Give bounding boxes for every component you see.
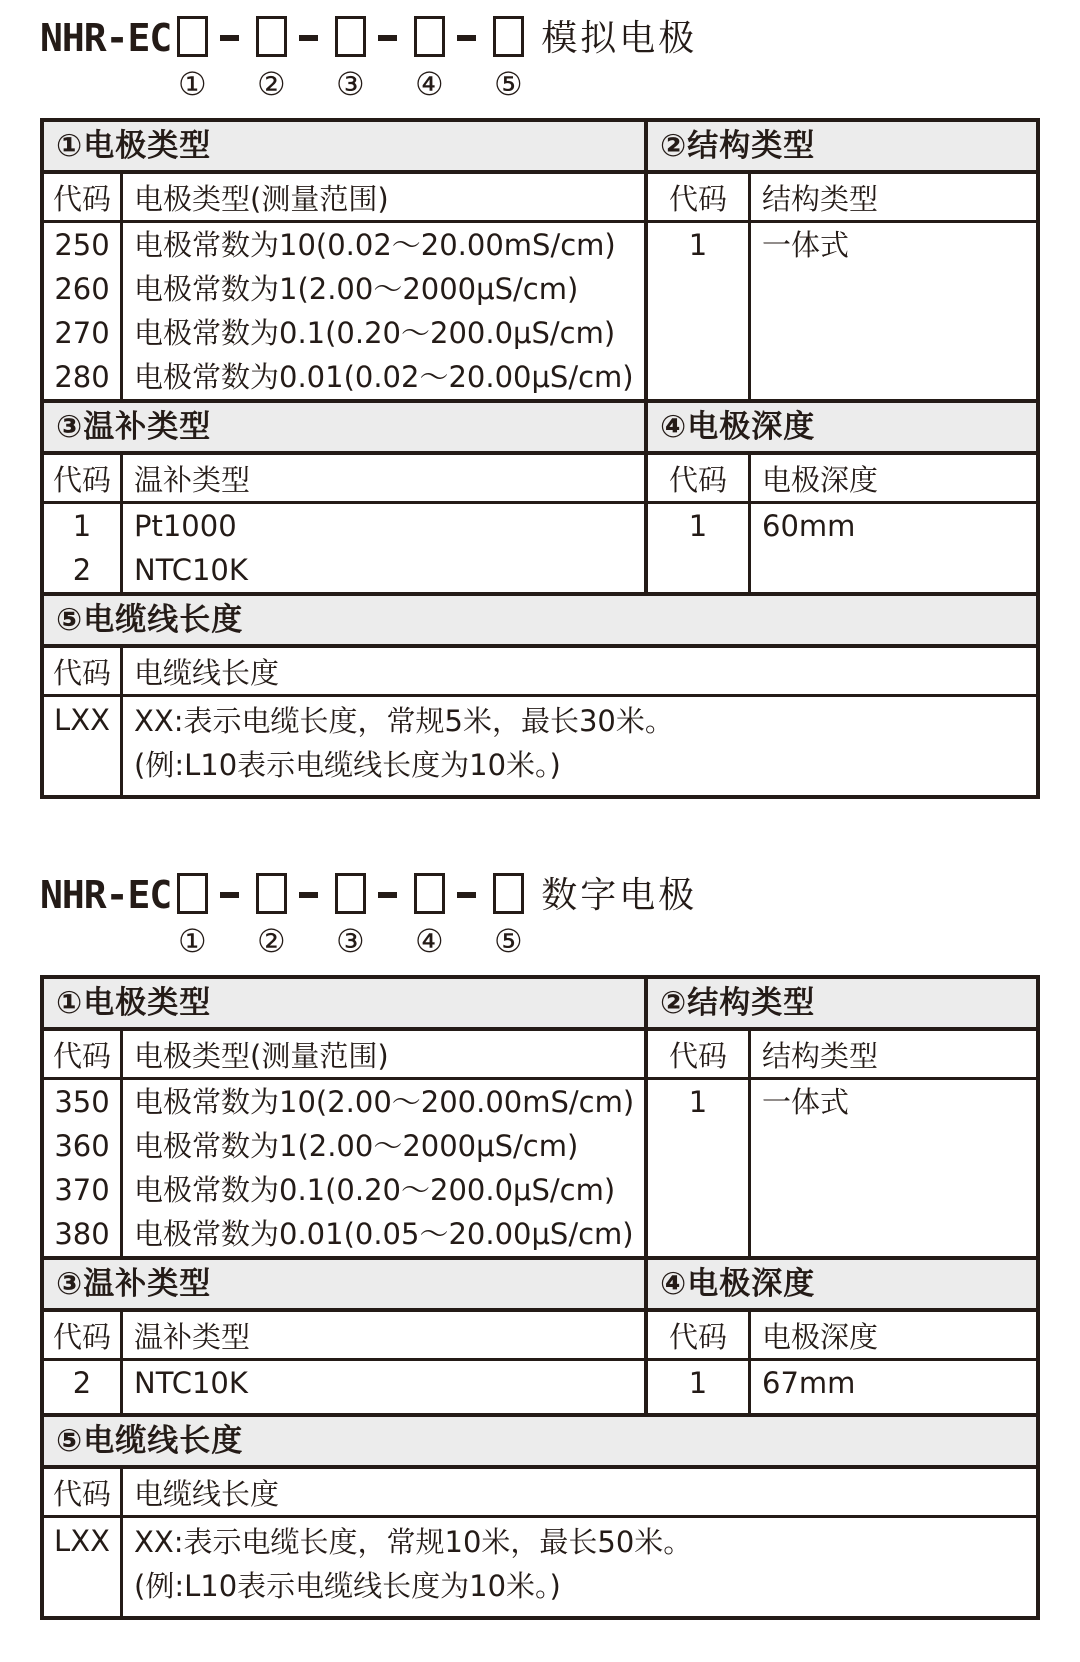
section-header-structure-type: ②结构类型 [648, 122, 1036, 174]
slot-number: ① [177, 65, 207, 103]
slot-number: ② [256, 65, 286, 103]
section-header-electrode-type: ①电极类型 [44, 122, 644, 174]
table-row [44, 311, 644, 355]
desc-column-header: 温补类型 [134, 462, 251, 497]
table-row [44, 697, 1036, 787]
table-row [44, 1124, 644, 1168]
code-slot-1 [175, 16, 209, 102]
cable-length-note-line2: (例:L10表示电缆线长度为10米。) [134, 747, 561, 782]
desc-column-header: 电缆线长度 [134, 655, 280, 690]
table-row [44, 1361, 644, 1405]
dash-separator [220, 35, 239, 41]
column-header-row [44, 1312, 644, 1361]
ordering-section-digital [40, 873, 1040, 1620]
code-column-header: 代码 [52, 181, 111, 216]
desc-cell: NTC10K [134, 553, 248, 587]
cable-length-note-line1: XX:表示电缆长度，常规5米，最长30米。 [134, 704, 674, 738]
section-header-electrode-type: ①电极类型 [44, 979, 644, 1031]
code-slot-1 [175, 873, 209, 959]
model-prefix-label: NHR-EC [40, 16, 172, 60]
model-suffix-label: 数字电极 [541, 875, 698, 916]
code-column-header: 代码 [668, 1319, 727, 1354]
desc-cell [120, 700, 1036, 787]
section-header-temp-comp: ③温补类型 [44, 1256, 644, 1312]
code-cell: 260 [54, 272, 110, 306]
code-cell: 360 [54, 1129, 110, 1163]
column-header-row [44, 174, 644, 223]
code-box [335, 873, 366, 914]
electrode-type-rows [44, 223, 644, 399]
column-header-row [44, 1469, 1036, 1518]
desc-column-header: 结构类型 [762, 1038, 879, 1073]
code-slot-4 [412, 16, 446, 102]
code-cell: 280 [54, 360, 110, 394]
desc-cell: 电极常数为0.1(0.20～200.0μS/cm) [134, 1173, 616, 1207]
code-column-header: 代码 [668, 1038, 727, 1073]
column-header-row [648, 455, 1036, 504]
dash-separator [299, 35, 318, 41]
desc-column-header: 电极深度 [762, 462, 879, 497]
desc-column-header: 电极类型(测量范围) [134, 1038, 389, 1073]
dash-separator [457, 35, 476, 41]
code-slot-2 [254, 16, 288, 102]
table-left-column [44, 122, 648, 592]
code-cell: 270 [54, 316, 110, 350]
table-row [44, 1168, 644, 1212]
desc-column-header: 电极类型(测量范围) [134, 181, 389, 216]
column-header-row [648, 1312, 1036, 1361]
ordering-table [40, 975, 1040, 1620]
code-box [177, 873, 208, 914]
table-right-column [648, 122, 1036, 592]
column-header-row [44, 1031, 644, 1080]
code-box [256, 16, 287, 57]
code-slot-4 [412, 873, 446, 959]
code-column-header: 代码 [52, 1038, 111, 1073]
electrode-depth-rows [648, 1361, 1036, 1413]
code-slot-2 [254, 873, 288, 959]
table-row [44, 548, 644, 592]
electrode-depth-rows [648, 504, 1036, 592]
desc-cell: 一体式 [762, 228, 850, 262]
code-cell: 2 [72, 1366, 92, 1400]
desc-column-header: 电缆线长度 [134, 1476, 280, 1511]
dash-separator [378, 892, 397, 898]
section-header-electrode-depth: ④电极深度 [648, 1256, 1036, 1312]
desc-cell: 电极常数为1(2.00～2000μS/cm) [134, 1129, 579, 1163]
table-row [44, 355, 644, 399]
code-column-header: 代码 [52, 655, 111, 690]
code-cell: 2 [72, 553, 92, 587]
code-cell: 250 [54, 228, 110, 262]
code-cell: LXX [54, 703, 110, 737]
electrode-type-rows [44, 1080, 644, 1256]
slot-number: ③ [335, 922, 365, 960]
code-box [256, 873, 287, 914]
desc-cell: 电极常数为0.01(0.02～20.00μS/cm) [134, 360, 634, 394]
dash-separator [299, 892, 318, 898]
desc-cell: 电极常数为0.1(0.20～200.0μS/cm) [134, 316, 616, 350]
code-cell: 1 [72, 509, 92, 543]
desc-cell: Pt1000 [134, 509, 237, 543]
code-box [414, 16, 445, 57]
table-right-column [648, 979, 1036, 1413]
code-cell: LXX [54, 1524, 110, 1558]
slot-number: ② [256, 922, 286, 960]
desc-cell: 60mm [762, 509, 856, 543]
column-header-row [648, 174, 1036, 223]
code-box [493, 873, 524, 914]
table-row [648, 504, 1036, 548]
code-cell: 1 [688, 1366, 708, 1400]
slot-number: ① [177, 922, 207, 960]
model-code-diagram [40, 873, 1040, 959]
code-cell: 1 [688, 509, 708, 543]
slot-number: ⑤ [493, 65, 523, 103]
slot-number: ④ [414, 922, 444, 960]
desc-cell: 一体式 [762, 1085, 850, 1119]
model-code-diagram [40, 16, 1040, 102]
table-row [44, 1080, 644, 1124]
table-row [648, 223, 1036, 267]
cable-length-note-line1: XX:表示电缆长度，常规10米，最长50米。 [134, 1525, 693, 1559]
section-header-structure-type: ②结构类型 [648, 979, 1036, 1031]
model-prefix-label: NHR-EC [40, 873, 172, 917]
model-suffix-label: 模拟电极 [541, 18, 698, 59]
code-column-header: 代码 [52, 1476, 111, 1511]
cable-length-rows [44, 697, 1036, 795]
code-slot-5 [491, 873, 525, 959]
section-header-cable-length: ⑤电缆线长度 [44, 1413, 1036, 1469]
cable-length-note-line2: (例:L10表示电缆线长度为10米。) [134, 1568, 561, 1603]
section-header-electrode-depth: ④电极深度 [648, 399, 1036, 455]
code-box [493, 16, 524, 57]
ordering-section-analog [40, 16, 1040, 799]
desc-cell: 电极常数为10(0.02～20.00mS/cm) [134, 228, 616, 262]
table-row [44, 267, 644, 311]
slot-number: ③ [335, 65, 365, 103]
table-row [44, 223, 644, 267]
section-header-temp-comp: ③温补类型 [44, 399, 644, 455]
desc-column-header: 结构类型 [762, 181, 879, 216]
table-columns [44, 979, 1036, 1413]
code-box [414, 873, 445, 914]
table-row [648, 1361, 1036, 1405]
code-column-header: 代码 [668, 462, 727, 497]
code-slot-3 [333, 873, 367, 959]
desc-cell: NTC10K [134, 1366, 248, 1400]
code-cell: 1 [688, 228, 708, 262]
table-columns [44, 122, 1036, 592]
desc-cell: 电极常数为1(2.00～2000μS/cm) [134, 272, 579, 306]
section-header-cable-length: ⑤电缆线长度 [44, 592, 1036, 648]
code-slot-3 [333, 16, 367, 102]
code-box [177, 16, 208, 57]
temp-comp-rows [44, 504, 644, 592]
structure-type-rows [648, 223, 1036, 399]
slot-number: ④ [414, 65, 444, 103]
dash-separator [378, 35, 397, 41]
code-column-header: 代码 [668, 181, 727, 216]
table-row [648, 1080, 1036, 1124]
desc-cell: 电极常数为10(2.00～200.00mS/cm) [134, 1085, 635, 1119]
table-left-column [44, 979, 648, 1413]
table-row [44, 1518, 1036, 1608]
table-row [44, 504, 644, 548]
slot-number: ⑤ [493, 922, 523, 960]
code-box [335, 16, 366, 57]
desc-column-header: 电极深度 [762, 1319, 879, 1354]
code-cell: 1 [688, 1085, 708, 1119]
desc-cell: 67mm [762, 1366, 856, 1400]
code-slot-5 [491, 16, 525, 102]
table-row [44, 1212, 644, 1256]
code-column-header: 代码 [52, 1319, 111, 1354]
desc-column-header: 温补类型 [134, 1319, 251, 1354]
column-header-row [44, 455, 644, 504]
desc-cell [120, 1521, 1036, 1608]
cable-length-rows [44, 1518, 1036, 1616]
column-header-row [44, 648, 1036, 697]
dash-separator [457, 892, 476, 898]
dash-separator [220, 892, 239, 898]
desc-cell: 电极常数为0.01(0.05～20.00μS/cm) [134, 1217, 634, 1251]
ordering-table [40, 118, 1040, 799]
code-cell: 380 [54, 1217, 110, 1251]
column-header-row [648, 1031, 1036, 1080]
code-cell: 370 [54, 1173, 110, 1207]
temp-comp-rows [44, 1361, 644, 1413]
structure-type-rows [648, 1080, 1036, 1256]
code-column-header: 代码 [52, 462, 111, 497]
code-cell: 350 [54, 1085, 110, 1119]
